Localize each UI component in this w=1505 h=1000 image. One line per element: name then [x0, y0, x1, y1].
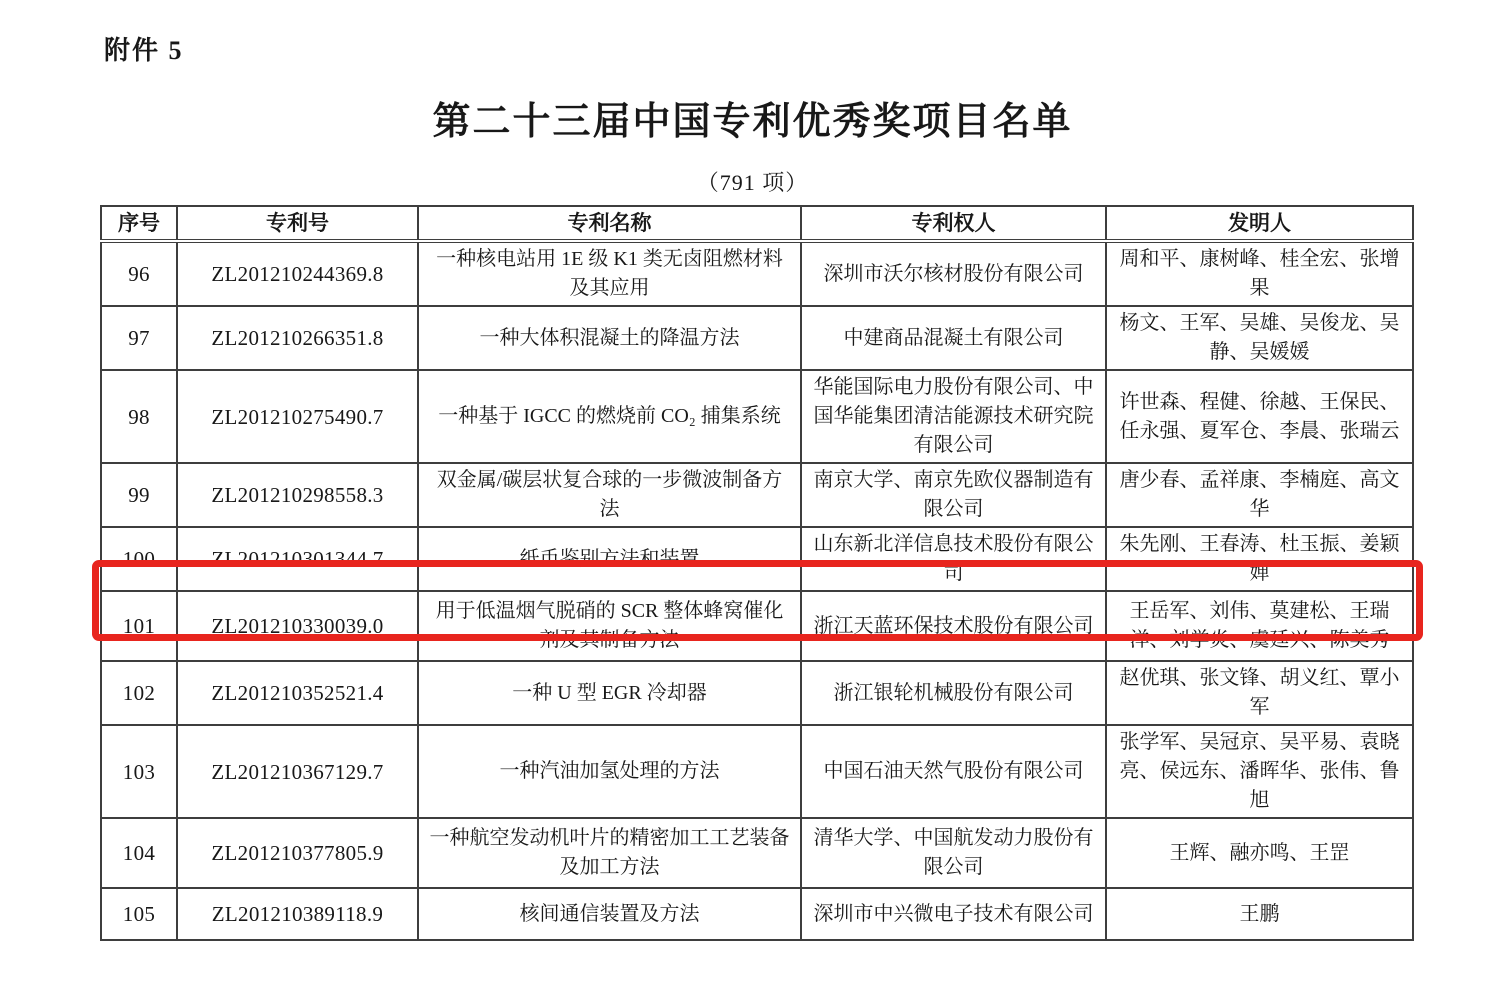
cell-patent-name: 纸币鉴别方法和装置 — [418, 527, 801, 591]
cell-inventors: 王鹏 — [1106, 888, 1413, 940]
cell-patentee: 南京大学、南京先欧仪器制造有限公司 — [801, 463, 1106, 527]
cell-patent-no: ZL201210330039.0 — [177, 591, 418, 661]
table-row — [101, 463, 1413, 527]
cell-serial: 98 — [101, 370, 177, 463]
cell-patentee: 中国石油天然气股份有限公司 — [801, 725, 1106, 818]
cell-serial: 99 — [101, 463, 177, 527]
table-row — [101, 661, 1413, 725]
cell-serial: 104 — [101, 818, 177, 888]
table-header-row — [101, 206, 1413, 241]
cell-patent-no: ZL201210367129.7 — [177, 725, 418, 818]
cell-patent-no: ZL201210301344.7 — [177, 527, 418, 591]
cell-patentee: 浙江天蓝环保技术股份有限公司 — [801, 591, 1106, 661]
cell-patentee: 深圳市沃尔核材股份有限公司 — [801, 241, 1106, 306]
cell-patent-name: 用于低温烟气脱硝的 SCR 整体蜂窝催化剂及其制备方法 — [418, 591, 801, 661]
cell-inventors: 张学军、吴冠京、吴平易、袁晓亮、侯远东、潘晖华、张伟、鲁旭 — [1106, 725, 1413, 818]
header-cell-serial: 序号 — [101, 206, 177, 241]
cell-patent-no: ZL201210352521.4 — [177, 661, 418, 725]
cell-patent-no: ZL201210377805.9 — [177, 818, 418, 888]
cell-patentee: 中建商品混凝土有限公司 — [801, 306, 1106, 370]
attachment-label: 附件 5 — [104, 36, 184, 65]
cell-patent-name: 一种基于 IGCC 的燃烧前 CO₂ 捕集系统 — [418, 370, 801, 463]
cell-serial: 96 — [101, 241, 177, 306]
table-row — [101, 888, 1413, 940]
cell-patent-name: 一种 U 型 EGR 冷却器 — [418, 661, 801, 725]
cell-inventors: 王岳军、刘伟、莫建松、王瑞洋、刘学炎、虞廷兴、陈美秀 — [1106, 591, 1413, 661]
cell-serial: 97 — [101, 306, 177, 370]
page-title: 第二十三届中国专利优秀奖项目名单 — [432, 101, 1073, 143]
cell-inventors: 唐少春、孟祥康、李楠庭、高文华 — [1106, 463, 1413, 527]
cell-patent-no: ZL201210266351.8 — [177, 306, 418, 370]
cell-serial: 105 — [101, 888, 177, 940]
table-row — [101, 241, 1413, 306]
cell-patent-name: 一种大体积混凝土的降温方法 — [418, 306, 801, 370]
table-row — [101, 527, 1413, 591]
cell-inventors: 赵优琪、张文锋、胡义红、覃小军 — [1106, 661, 1413, 725]
cell-serial: 101 — [101, 591, 177, 661]
header-cell-patentee: 专利权人 — [801, 206, 1106, 241]
cell-inventors: 杨文、王军、吴雄、吴俊龙、吴静、吴媛媛 — [1106, 306, 1413, 370]
table-row — [101, 818, 1413, 888]
header-cell-patent-no: 专利号 — [177, 206, 418, 241]
table-row-highlighted — [101, 591, 1413, 661]
cell-serial: 102 — [101, 661, 177, 725]
header-cell-patent-name: 专利名称 — [418, 206, 801, 241]
cell-inventors: 许世森、程健、徐越、王保民、任永强、夏军仓、李晨、张瑞云 — [1106, 370, 1413, 463]
table-row — [101, 370, 1413, 463]
cell-patentee: 清华大学、中国航发动力股份有限公司 — [801, 818, 1106, 888]
cell-patent-name: 双金属/碳层状复合球的一步微波制备方法 — [418, 463, 801, 527]
cell-patentee: 浙江银轮机械股份有限公司 — [801, 661, 1106, 725]
cell-serial: 103 — [101, 725, 177, 818]
cell-patentee: 深圳市中兴微电子技术有限公司 — [801, 888, 1106, 940]
cell-patent-no: ZL201210244369.8 — [177, 241, 418, 306]
cell-inventors: 周和平、康树峰、桂全宏、张增果 — [1106, 241, 1413, 306]
cell-patent-no: ZL201210298558.3 — [177, 463, 418, 527]
cell-patent-name: 一种汽油加氢处理的方法 — [418, 725, 801, 818]
cell-inventors: 王辉、融亦鸣、王罡 — [1106, 818, 1413, 888]
table-row — [101, 725, 1413, 818]
header-cell-inventors: 发明人 — [1106, 206, 1413, 241]
table-row — [101, 306, 1413, 370]
cell-patent-no: ZL201210389118.9 — [177, 888, 418, 940]
cell-inventors: 朱先刚、王春涛、杜玉振、姜颖婵 — [1106, 527, 1413, 591]
patent-award-table — [100, 205, 1414, 941]
cell-patentee: 山东新北洋信息技术股份有限公司 — [801, 527, 1106, 591]
cell-patent-name: 核间通信装置及方法 — [418, 888, 801, 940]
cell-patentee: 华能国际电力股份有限公司、中国华能集团清洁能源技术研究院有限公司 — [801, 370, 1106, 463]
cell-serial: 100 — [101, 527, 177, 591]
cell-patent-name: 一种核电站用 1E 级 K1 类无卤阻燃材料及其应用 — [418, 241, 801, 306]
cell-patent-name: 一种航空发动机叶片的精密加工工艺装备及加工方法 — [418, 818, 801, 888]
item-count-subtitle: （791 项） — [696, 170, 809, 195]
cell-patent-no: ZL201210275490.7 — [177, 370, 418, 463]
